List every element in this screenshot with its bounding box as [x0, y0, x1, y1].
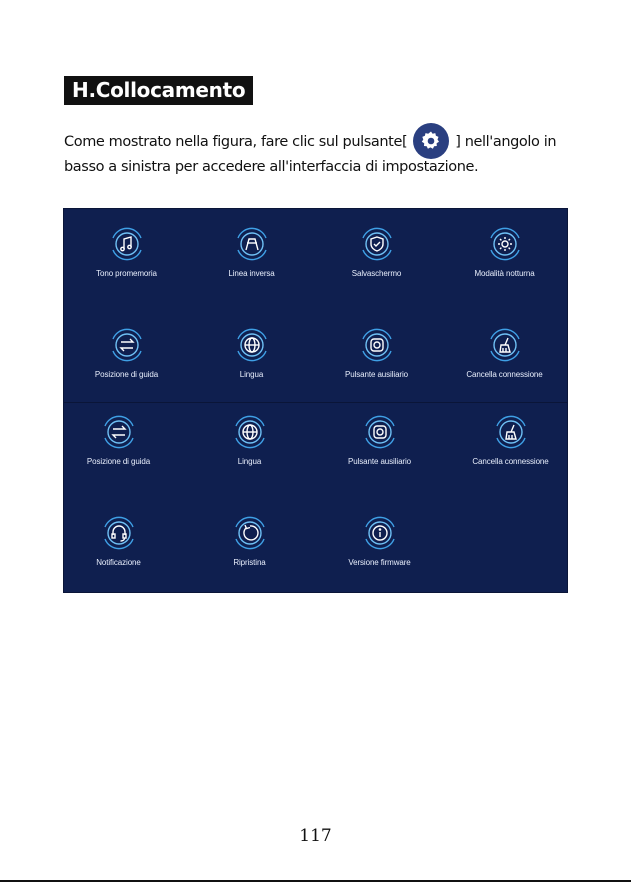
- setting-label: Cancella connessione: [472, 457, 549, 466]
- swap-arrows-icon: [108, 326, 146, 364]
- setting-label: Tono promemoria: [96, 269, 157, 278]
- globe-icon: [231, 413, 269, 451]
- setting-item[interactable]: [317, 514, 442, 567]
- aux-button-icon: [361, 413, 399, 451]
- setting-item[interactable]: [187, 514, 312, 567]
- gear-icon: [413, 123, 449, 159]
- reverse-line-icon: [233, 225, 271, 263]
- setting-item[interactable]: [56, 413, 181, 466]
- setting-label: Lingua: [237, 457, 262, 466]
- setting-label: Ripristina: [233, 558, 266, 567]
- page-bottom-rule: [0, 880, 631, 882]
- headset-icon: [100, 514, 138, 552]
- setting-item[interactable]: [64, 326, 189, 379]
- setting-label: Lingua: [239, 370, 264, 379]
- swap-arrows-icon: [100, 413, 138, 451]
- setting-label: Cancella connessione: [466, 370, 543, 379]
- setting-item[interactable]: [442, 326, 567, 379]
- setting-label: Notificazione: [96, 558, 141, 567]
- paragraph-text-before: Come mostrato nella figura, fare clic sul pulsante[: [64, 134, 408, 150]
- page-number: 117: [299, 826, 332, 846]
- setting-item[interactable]: [314, 326, 439, 379]
- settings-screenshot-1: [64, 209, 567, 402]
- setting-item[interactable]: [64, 225, 189, 278]
- setting-label: Pulsante ausiliario: [344, 370, 409, 379]
- settings-screenshot-2: [64, 403, 567, 592]
- broom-icon: [486, 326, 524, 364]
- setting-label: Modalità notturna: [474, 269, 535, 278]
- globe-icon: [233, 326, 271, 364]
- setting-item[interactable]: [448, 413, 573, 466]
- aux-button-icon: [358, 326, 396, 364]
- section-heading: H.Collocamento: [64, 76, 253, 105]
- setting-item[interactable]: [56, 514, 181, 567]
- sun-icon: [486, 225, 524, 263]
- shield-check-icon: [358, 225, 396, 263]
- setting-label: Pulsante ausiliario: [347, 457, 412, 466]
- broom-icon: [492, 413, 530, 451]
- setting-item[interactable]: [189, 225, 314, 278]
- setting-label: Posizione di guida: [94, 370, 159, 379]
- setting-item[interactable]: [317, 413, 442, 466]
- info-icon: [361, 514, 399, 552]
- setting-item[interactable]: [314, 225, 439, 278]
- setting-item[interactable]: [187, 413, 312, 466]
- reset-icon: [231, 514, 269, 552]
- setting-label: Versione firmware: [348, 558, 411, 567]
- setting-item[interactable]: [189, 326, 314, 379]
- setting-label: Linea inversa: [228, 269, 275, 278]
- setting-label: Salvaschermo: [351, 269, 402, 278]
- paragraph-text-after: ] nell'angolo in basso a sinistra per accedere all'interfaccia di impostazione.: [64, 134, 557, 175]
- setting-label: Posizione di guida: [86, 457, 151, 466]
- music-note-icon: [108, 225, 146, 263]
- instruction-paragraph: [64, 130, 584, 180]
- setting-item[interactable]: [442, 225, 567, 278]
